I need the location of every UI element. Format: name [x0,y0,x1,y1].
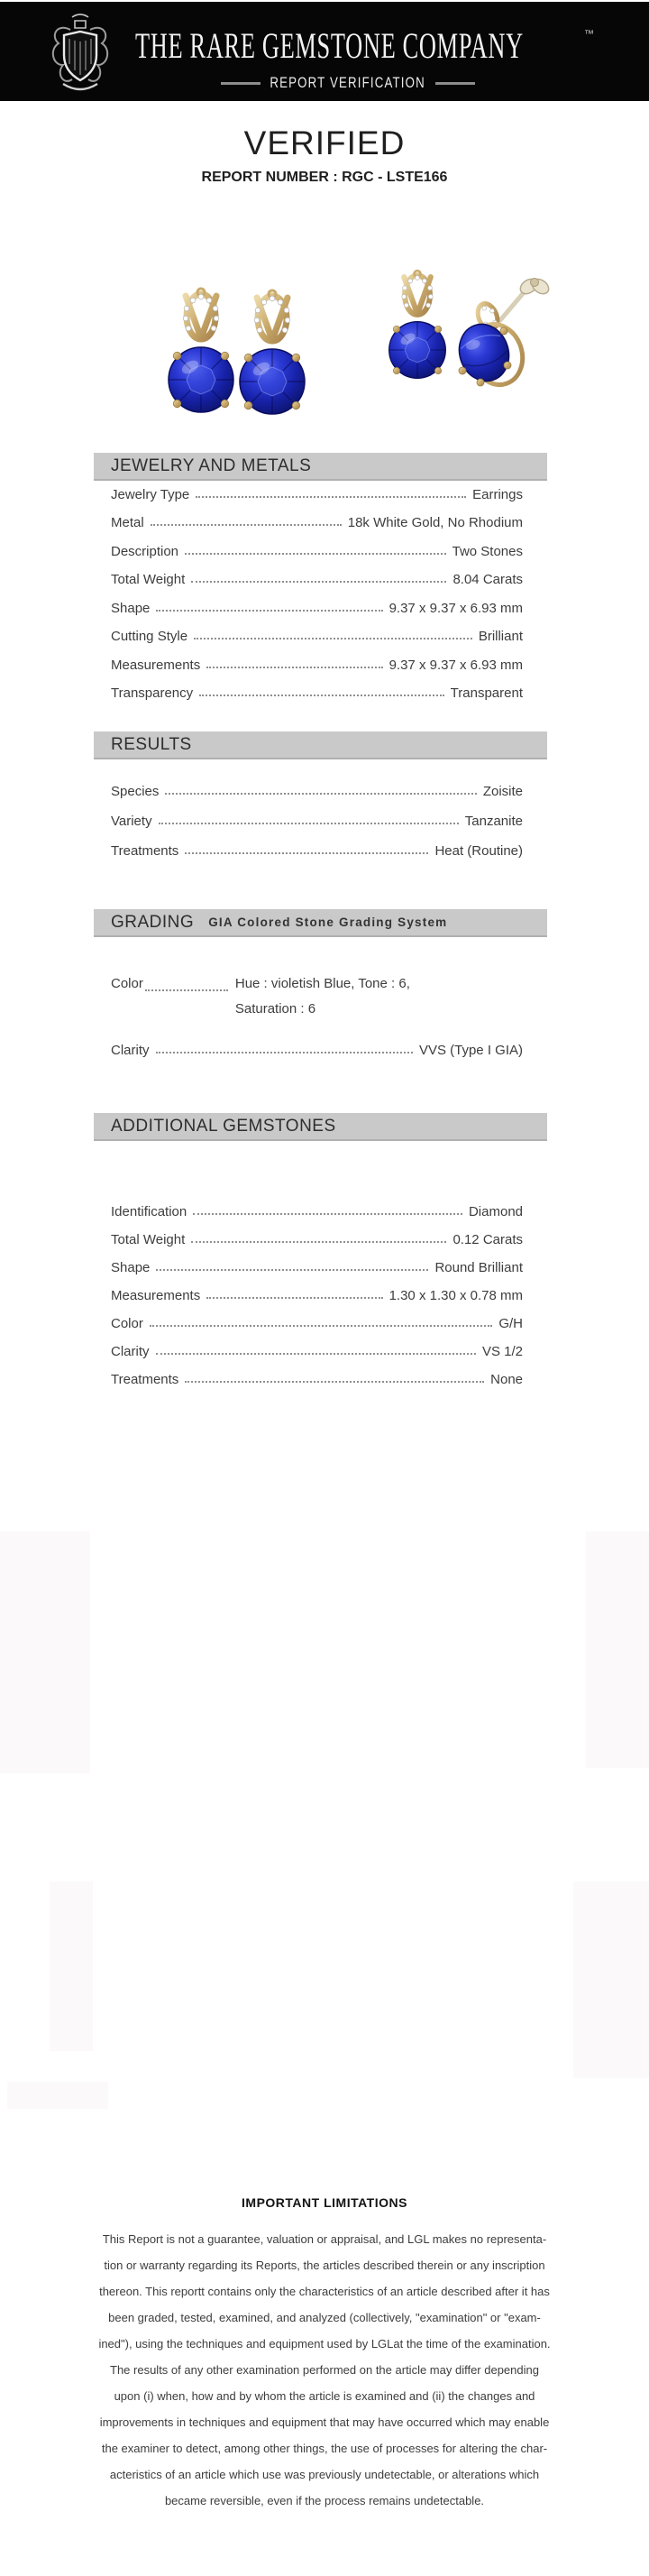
section-header-additional-gemstones [94,1113,547,1141]
limitations-line: ined"), using the techniques and equipment used by LGLat the time of the examination. [98,2337,551,2351]
dotted-leader [185,553,446,555]
dotted-leader [156,1353,476,1355]
spec-row [111,676,523,704]
spec-label: Total Weight [111,572,186,587]
scan-artifact [573,1881,649,2078]
spec-label: Treatments [111,1372,179,1387]
limitations-line: became reversible, even if the process remains undetectable. [164,2494,485,2507]
grading-system-subtitle: GIA Colored Stone Grading System [208,915,448,929]
spec-label: Total Weight [111,1232,186,1247]
banner-dash-right [435,82,475,85]
dotted-leader [151,524,342,526]
spec-label: Variety [111,814,152,829]
spec-row [111,802,523,832]
spec-value: Tanzanite [464,814,523,829]
spec-value: Zoisite [482,784,523,799]
limitations-line: improvements in techniques and equipment that may have occurred which may enable [99,2415,550,2429]
dotted-leader [194,638,472,639]
spec-value: VVS (Type I GIA) [418,1043,523,1058]
spec-value: Transparent [450,685,523,701]
spec-row [111,1362,523,1390]
spec-label: Shape [111,600,151,616]
spec-value: Round Brilliant [434,1260,523,1275]
section-title: RESULTS [111,734,192,754]
color-grade-value [235,971,523,1022]
limitations-line: acteristics of an article which use was previously undetectable, or alterations which [109,2468,540,2481]
dotted-leader [191,581,446,583]
spec-row [111,619,523,648]
spec-label: Measurements [111,1288,201,1303]
scan-artifact [0,1532,90,1773]
color-grade-line2: Saturation : 6 [234,1001,316,1017]
spec-label: Clarity [111,1344,150,1359]
scan-artifact [7,2082,108,2109]
dotted-leader [156,1052,413,1053]
dotted-leader [156,1269,428,1271]
report-number-value: RGC - LSTE166 [342,170,448,185]
spec-label: Description [111,543,179,559]
spec-label: Treatments [111,843,179,859]
section-header-results [94,731,547,759]
spec-value: 0.12 Carats [452,1232,523,1247]
company-crest-logo [45,12,115,97]
spec-value: Heat (Routine) [434,843,523,859]
dotted-leader [185,1381,484,1383]
section-title: ADDITIONAL GEMSTONES [111,1116,336,1136]
spec-row [111,1334,523,1362]
banner-text: REPORT VERIFICATION [270,74,426,91]
scan-artifact [50,1881,93,2051]
spec-label: Color [111,1316,143,1331]
spec-value: 1.30 x 1.30 x 0.78 mm [388,1288,523,1303]
limitations-line: been graded, tested, examined, and analyzed (collectively, "examination" or "exam- [108,2311,541,2324]
dotted-leader [185,852,428,854]
company-name-line [135,25,649,67]
report-number-label: REPORT NUMBER [201,170,329,185]
dotted-leader [191,1241,446,1243]
spec-row [111,772,523,802]
spec-value: G/H [498,1316,523,1331]
limitations-line: the examiner to detect, among other things, the use of processes for altering the char- [101,2442,548,2455]
report-number-separator: : [328,170,343,185]
report-verification-banner [135,72,561,94]
spec-row [111,476,523,505]
banner-dash-left [221,82,261,85]
report-number-line [0,170,649,186]
spec-value: 9.37 x 9.37 x 6.93 mm [388,657,523,673]
spec-label: Shape [111,1260,151,1275]
spec-label: Jewelry Type [111,486,190,502]
dotted-leader [145,989,228,991]
masthead [0,2,649,101]
spec-row [111,1194,523,1222]
spec-value: Diamond [468,1204,523,1219]
results-rows [94,772,547,861]
dotted-leader [193,1213,462,1215]
spec-value: 8.04 Carats [452,572,523,587]
limitations-line: The results of any other examination performed on the article may differ depending [110,2363,539,2377]
spec-value: 18k White Gold, No Rhodium [347,515,523,530]
spec-label: Clarity [111,1043,150,1058]
spec-row [111,562,523,591]
spec-row [111,505,523,534]
spec-row [111,1278,523,1306]
trademark-symbol: ™ [584,29,594,40]
spec-label: Measurements [111,657,201,673]
dotted-leader [159,823,459,824]
limitations-line: This Report is not a guarantee, valuation or appraisal, and LGL makes no representa- [102,2232,547,2246]
spec-row [111,590,523,619]
color-grade-line1: Hue : violetish Blue, Tone : 6, [234,976,410,991]
spec-value: Brilliant [478,629,523,644]
section-title: GRADING [111,912,195,932]
important-limitations [0,2194,649,2514]
spec-label: Species [111,784,160,799]
dotted-leader [206,667,382,668]
dotted-leader [165,793,476,795]
section-title: JEWELRY AND METALS [111,455,312,475]
spec-row [111,533,523,562]
additional-gemstones-rows [94,1194,547,1390]
verified-status: VERIFIED [243,124,406,161]
spec-value: None [490,1372,523,1387]
limitations-paragraph [0,2226,649,2514]
spec-value: 9.37 x 9.37 x 6.93 mm [388,600,523,616]
spec-label: Color [111,976,143,991]
scan-artifact [586,1532,649,1768]
limitations-line: thereon. This reportt contains only the characteristics of an article described after it has [99,2285,550,2298]
spec-row [111,647,523,676]
grading-rows [94,971,547,1061]
spec-row [111,832,523,861]
spec-label: Identification [111,1204,187,1219]
limitations-line: tion or warranty regarding its Reports, the articles described therein or any inscription [104,2259,545,2272]
limitations-line: upon (i) when, how and by whom the article is examined and (ii) the changes and [114,2389,535,2403]
spec-row [111,1250,523,1278]
spec-value: Earrings [472,486,523,502]
dotted-leader [150,1325,492,1327]
section-header-grading [94,909,547,937]
spec-label: Transparency [111,685,194,701]
dotted-leader [156,610,382,612]
dotted-leader [206,1297,382,1299]
color-grade-row [111,971,523,1022]
spec-label: Cutting Style [111,629,188,644]
product-photo-earrings [90,231,559,420]
limitations-title: IMPORTANT LIMITATIONS [242,2195,407,2210]
dotted-leader [196,496,466,498]
spec-row [111,1222,523,1250]
spec-value: VS 1/2 [481,1344,523,1359]
company-name: THE RARE GEMSTONE COMPANY [135,25,524,66]
spec-value: Two Stones [452,543,523,559]
spec-row [111,1306,523,1334]
jewelry-and-metals-rows [94,476,547,704]
dotted-leader [199,695,444,696]
spec-label: Metal [111,515,144,530]
clarity-grade-row [111,1031,523,1061]
